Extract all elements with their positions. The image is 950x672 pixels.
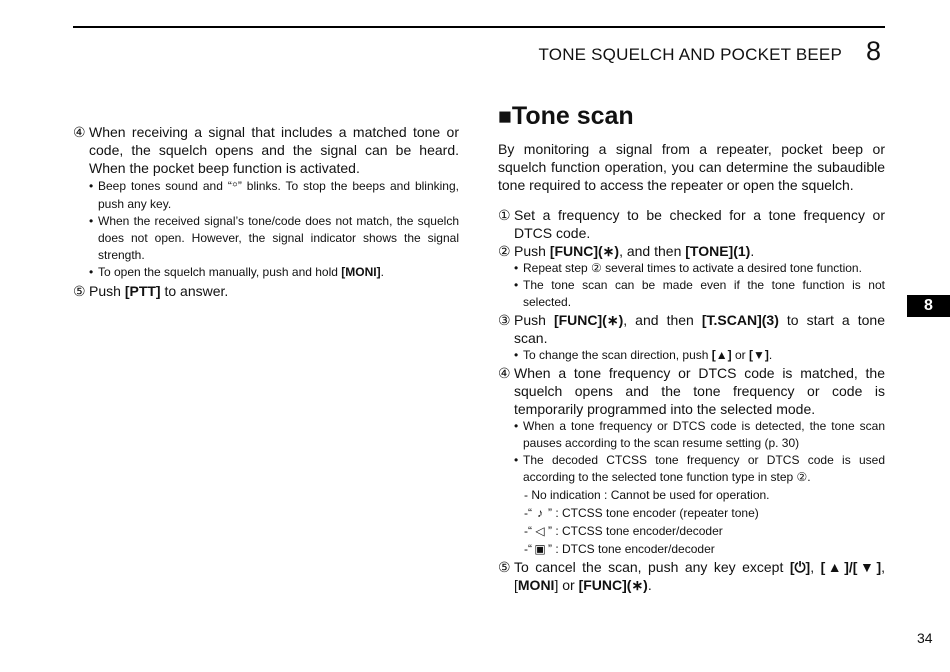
step-3: ③ Push [FUNC](∗), and then [T.SCAN](3) to start a tone scan.: [498, 312, 885, 346]
bell-icon: ꙳: [231, 181, 238, 193]
ctcss-tone-icon: ◁: [535, 524, 545, 538]
step-1: ① Set a frequency to be checked for a tone frequency or DTCS code.: [498, 207, 885, 241]
chapter-number: 8: [866, 36, 882, 66]
list-item-ctcss-tone: -“ ◁ ” : CTCSS tone encoder/decoder: [524, 524, 723, 538]
step-2: ② Push [FUNC](∗), and then [TONE](1).: [498, 243, 755, 259]
bullet-repeat-step: • Repeat step ② several times to activate a desired tone function.: [514, 261, 862, 275]
header-rule: [73, 26, 885, 28]
bullet-scan-direction: • To change the scan direction, push [▲] or [▼].: [514, 348, 773, 362]
page-number: 34: [917, 630, 933, 646]
step-5-answer: ⑤ Push [PTT] to answer.: [73, 283, 229, 299]
bullet-not-selected: • The tone scan can be made even if the tone function is not selected.: [514, 278, 885, 309]
power-key: [⏻]: [789, 559, 811, 575]
list-item-dtcs-tone: -“ ▣ ” : DTCS tone encoder/decoder: [524, 542, 715, 556]
bullet-scan-pauses: • When a tone frequency or DTCS code is detected, the tone scan pauses according to the scan resume setting (p. 30): [514, 419, 885, 450]
bullet-decoded-tone: • The decoded CTCSS tone frequency or DTCS code is used according to the selected tone function type in step ②.: [514, 453, 885, 484]
bullet-open-squelch: • To open the squelch manually, push and hold [MONI].: [89, 265, 384, 279]
chapter-side-tab: 8: [907, 295, 950, 317]
section-intro: By monitoring a signal from a repeater, pocket beep or squelch function operation, you can determine the subaudible tone required to access the repeater or open the squelch.: [498, 141, 885, 193]
list-item-no-indication: - No indication : Cannot be used for operation.: [524, 488, 770, 502]
list-item-repeater-tone: -“ ♪ ” : CTCSS tone encoder (repeater tone): [524, 506, 759, 520]
step-5: ⑤ To cancel the scan, push any key except [⏻], [▲]/[▼], [MONI] or [FUNC](∗).: [498, 559, 885, 593]
right-column: [498, 100, 885, 594]
repeater-tone-icon: ♪: [537, 506, 543, 520]
bullet-beep-tones: • Beep tones sound and “꙳” blinks. To stop the beeps and blinking, push any key.: [89, 179, 459, 211]
bullet-mismatch: • When the received signal’s tone/code does not match, the squelch does not open. However, the signal indicator shows the signal strength.: [89, 214, 459, 262]
left-column: [73, 123, 459, 300]
step-4: ④ When a tone frequency or DTCS code is matched, the squelch opens and the tone frequency or code is temporarily programmed into the selected mode.: [498, 365, 885, 417]
section-title: ■Tone scan: [498, 102, 634, 130]
dtcs-tone-icon: ▣: [534, 542, 546, 556]
step-4-receiving: ④ When receiving a signal that includes a matched tone or code, the squelch opens and the signal can be heard. When the pocket beep function is activated.: [73, 124, 459, 176]
chapter-title: TONE SQUELCH AND POCKET BEEP: [538, 45, 842, 64]
